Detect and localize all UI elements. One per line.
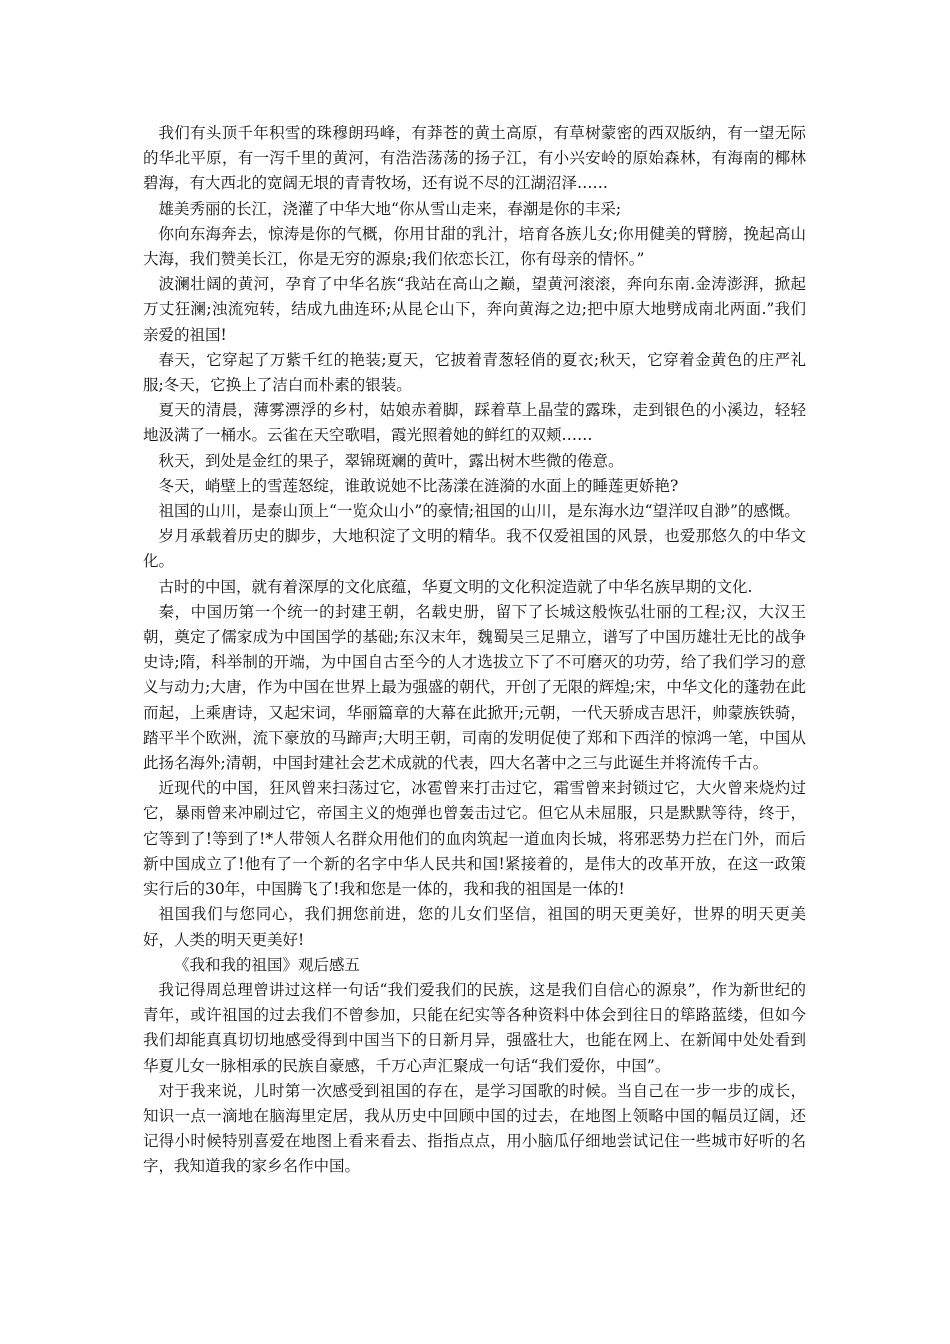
document-body bbox=[143, 121, 806, 1180]
paragraph: 你向东海奔去，惊涛是你的气概，你用甘甜的乳汁，培育各族儿女;你用健美的臂膀，挽起高山大海，我们赞美长江，你是无穷的源泉;我们依恋长江，你有母亲的情怀。” bbox=[143, 224, 806, 269]
paragraph: 夏天的清晨，薄雾漂浮的乡村，姑娘赤着脚，踩着草上晶莹的露珠，走到银色的小溪边，轻轻地汲满了一桶水。云雀在天空歌唱，霞光照着她的鲜红的双颊…… bbox=[143, 401, 806, 445]
paragraph: 春天，它穿起了万紫千红的艳装;夏天，它披着青葱轻俏的夏衣;秋天，它穿着金黄色的庄严礼服;冬天，它换上了洁白而朴素的银装。 bbox=[143, 350, 806, 395]
paragraph: 对于我来说，儿时第一次感受到祖国的存在，是学习国歌的时候。当自己在一步一步的成长，知识一点一滴地在脑海里定居，我从历史中回顾中国的过去，在地图上领略中国的幅员辽阔，还记得小时候特别喜爱在地图上看来看去、指指点点，用小脑瓜仔细地尝试记住一些城市好听的名字，我知道我的家乡名作中国。 bbox=[143, 1081, 806, 1176]
paragraph: 波澜壮阔的黄河，孕育了中华名族“我站在高山之巅，望黄河滚滚，奔向东南.金涛澎湃，掀起万丈狂澜;浊流宛转，结成九曲连环;从昆仑山下，奔向黄海之边;把中原大地劈成南北两面.”我们亲爱的祖国! bbox=[143, 275, 806, 344]
paragraph: 冬天，峭壁上的雪莲怒绽，谁敢说她不比荡漾在涟漪的水面上的睡莲更娇艳? bbox=[158, 476, 679, 495]
paragraph: 古时的中国，就有着深厚的文化底蕴，华夏文明的文化积淀造就了中华名族早期的文化. bbox=[158, 577, 753, 596]
paragraph: 我记得周总理曾讲过这样一句话“我们爱我们的民族，这是我们自信心的源泉”，作为新世纪的青年，或许祖国的过去我们不曾参加，只能在纪实等各种资料中体会到往日的筚路蓝缕，但如今我们却能真真切切地感受得到中国当下的日新月异，强盛壮大，也能在网上、在新闻中处处看到华夏儿女一脉相承的民族自豪感，千万心声汇聚成一句话“我们爱你，中国”。 bbox=[143, 980, 806, 1075]
paragraph: 祖国我们与您同心，我们拥您前进，您的儿女们坚信，祖国的明天更美好，世界的明天更美好，人类的明天更美好! bbox=[143, 905, 806, 949]
paragraph: 近现代的中国，狂风曾来扫荡过它，冰雹曾来打击过它，霜雪曾来封锁过它，大火曾来烧灼过它，暴雨曾来冲刷过它，帝国主义的炮弹也曾轰击过它。但它从未屈服，只是默默等待，终于，它等到了!等到了!*人带领人名群众用他们的血肉筑起一道血肉长城，将邪恶势力拦在门外，而后新中国成立了!他有了一个新的名字中华人民共和国!紧接着的，是伟大的改革开放，在这一政策实行后的30年，中国腾飞了!我和您是一体的，我和我的祖国是一体的! bbox=[143, 779, 806, 899]
paragraph: 秦，中国历第一个统一的封建王朝，名载史册，留下了长城这般恢弘壮丽的工程;汉，大汉王朝，奠定了儒家成为中国国学的基础;东汉末年，魏蜀吴三足鼎立，谱写了中国历雄壮无比的战争史诗;隋，科举制的开端，为中国自古至今的人才选拔立下了不可磨灭的功劳，给了我们学习的意义与动力;大唐，作为中国在世界上最为强盛的朝代，开创了无限的辉煌;宋，中华文化的蓬勃在此而起，上乘唐诗，又起宋词，华丽篇章的大幕在此掀开;元朝，一代天骄成吉思汗，帅蒙族铁骑，踏平半个欧洲，流下豪放的马蹄声;大明王朝，司南的发明促使了郑和下西洋的惊鸿一笔，中国从此扬名海外;清朝，中国封建社会艺术成就的代表，四大名著中之三与此诞生并将流传千古。 bbox=[143, 602, 806, 773]
section-heading: 《我和我的祖国》观后感五 bbox=[174, 955, 361, 974]
paragraph: 秋天，到处是金红的果子，翠锦斑斓的黄叶，露出树木些微的倦意。 bbox=[158, 451, 624, 470]
paragraph: 岁月承载着历史的脚步，大地积淀了文明的精华。我不仅爱祖国的风景，也爱那悠久的中华文化。 bbox=[143, 527, 806, 571]
paragraph: 我们有头顶千年积雪的珠穆朗玛峰，有莽苍的黄土高原，有草树蒙密的西双版纳，有一望无际的华北平原，有一泻千里的黄河，有浩浩荡荡的扬子江，有小兴安岭的原始森林，有海南的椰林碧海，有大西北的宽阔无垠的青青牧场，还有说不尽的江湖沼泽…… bbox=[143, 124, 806, 193]
paragraph: 祖国的山川，是泰山顶上“一览众山小”的豪情;祖国的山川，是东海水边“望洋叹自渺”的感慨。 bbox=[158, 502, 800, 521]
paragraph: 雄美秀丽的长江，浇灌了中华大地“你从雪山走来，春潮是你的丰采; bbox=[158, 199, 622, 218]
